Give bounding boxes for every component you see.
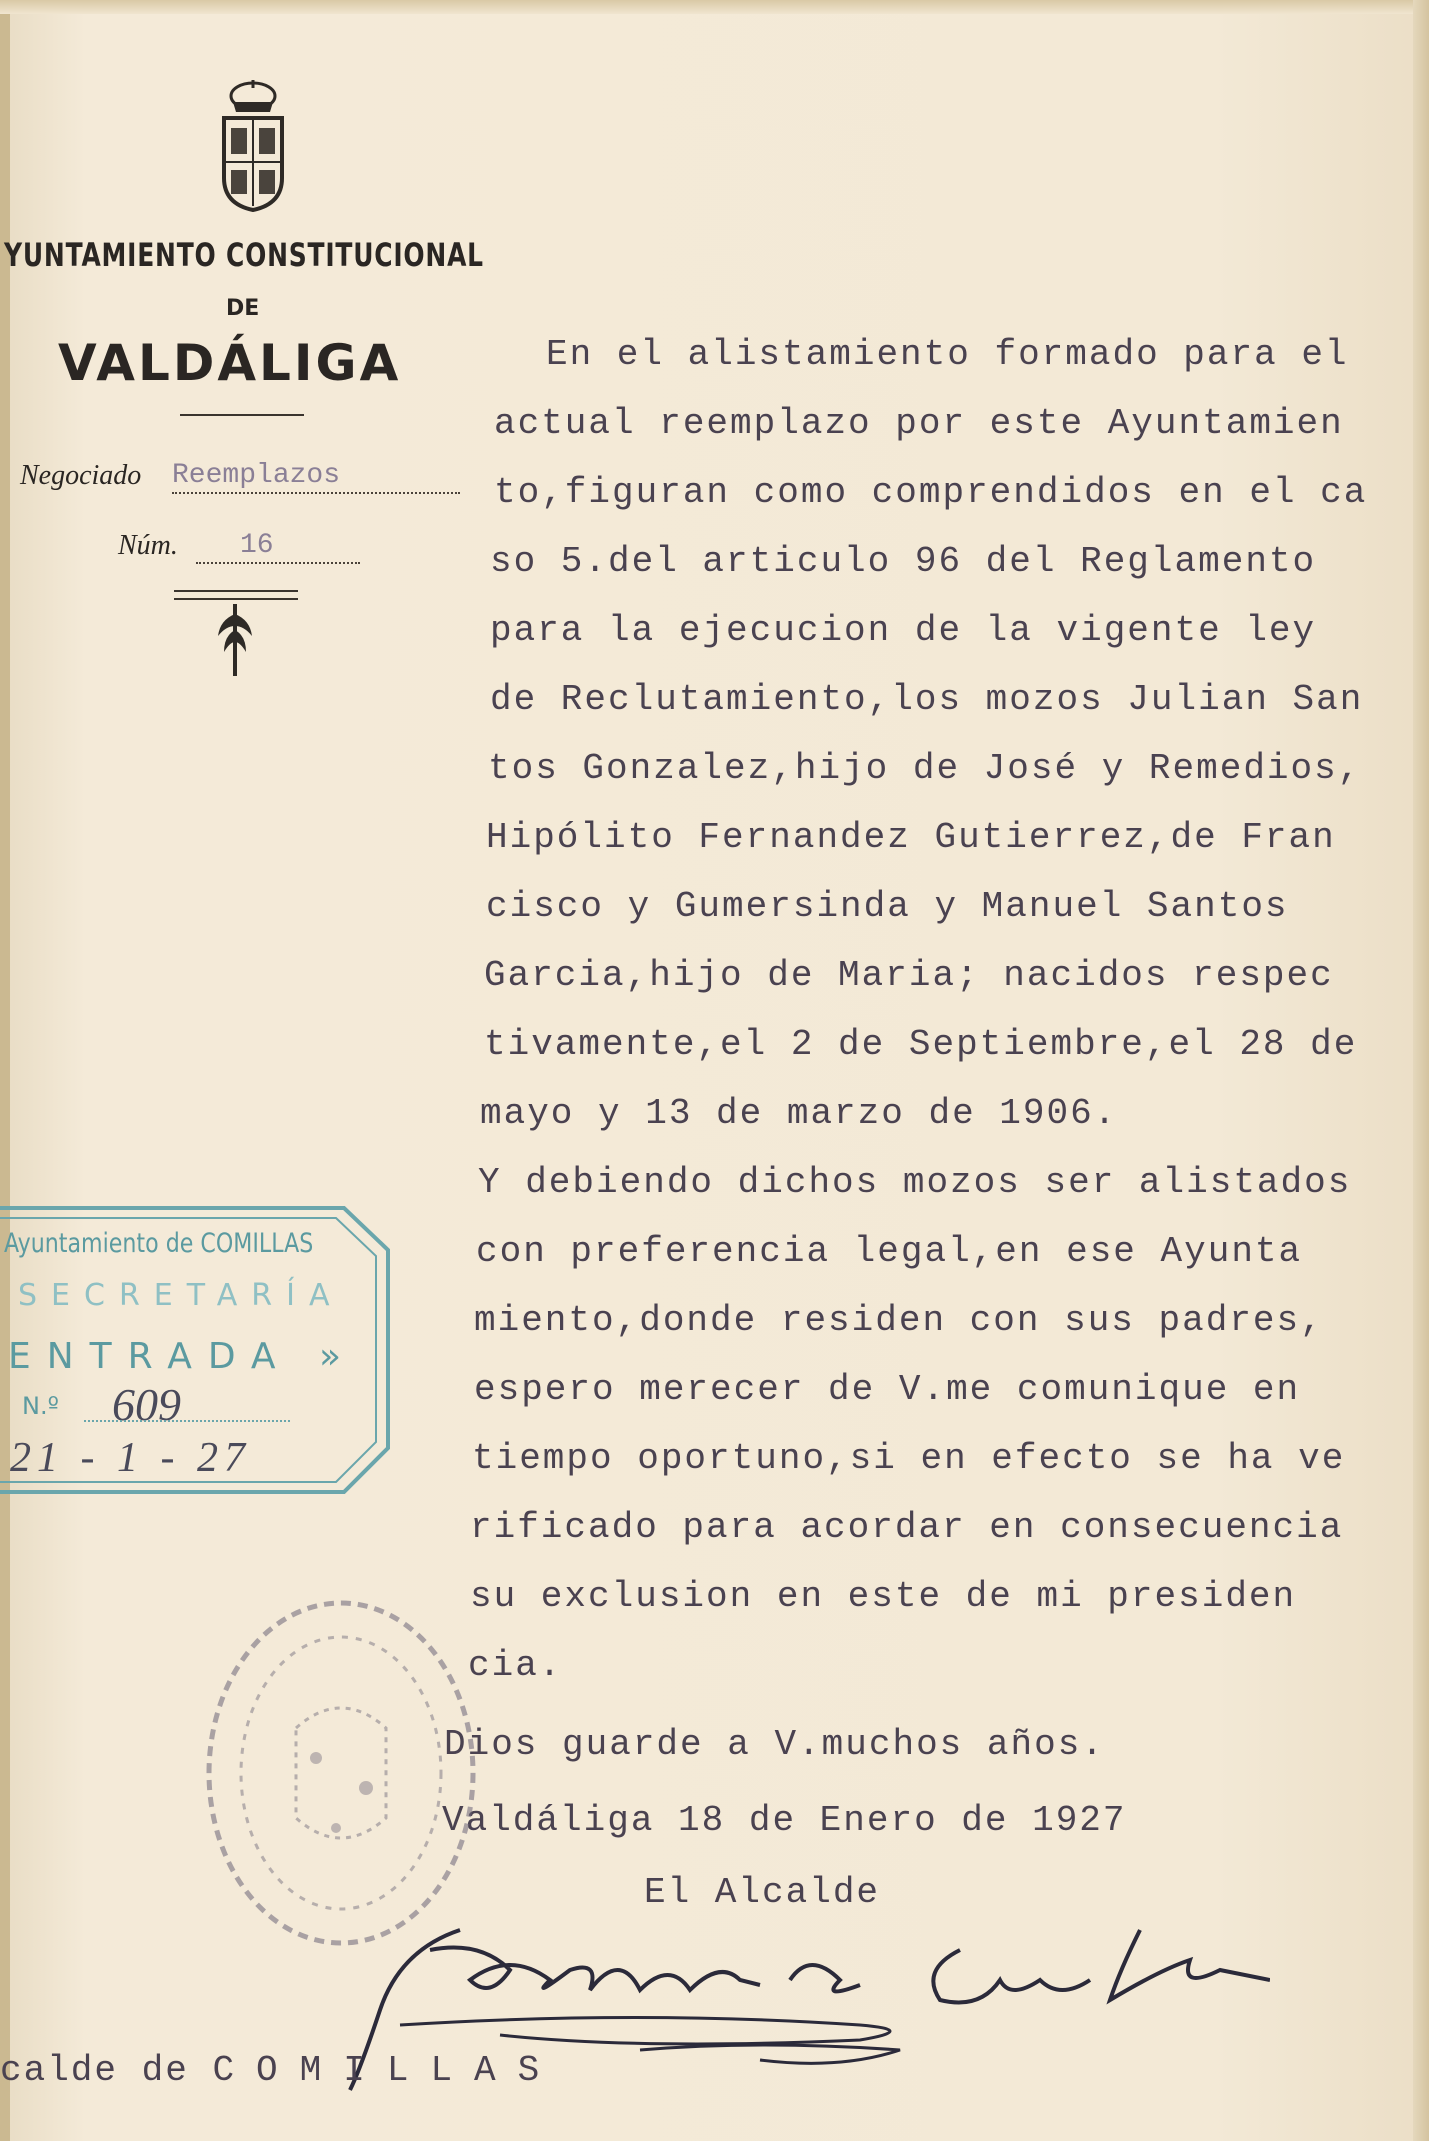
body-line-17: tiempo oportuno,si en efecto se ha ve [472,1438,1346,1479]
addressee-line [0,2050,561,2091]
negociado-label: Negociado [20,460,142,491]
num-dotted-line [196,562,360,564]
body-line-11: tivamente,el 2 de Septiembre,el 28 de [484,1024,1358,1065]
addressee-place: COMILLAS [212,2050,562,2091]
closing-line: Dios guarde a V.muchos años. [444,1724,1105,1765]
body-line-1: En el alistamiento formado para el [546,334,1349,375]
addressee-prefix: calde de [0,2050,189,2091]
institution-de: DE [226,296,260,321]
stamp-number-dots [84,1420,290,1422]
body-line-10: Garcia,hijo de Maria; nacidos respec [484,955,1334,996]
body-line-6: de Reclutamiento,los mozos Julian San [490,679,1364,720]
body-line-15: miento,donde residen con sus padres, [474,1300,1324,1341]
body-line-19: su exclusion en este de mi presiden [470,1576,1297,1617]
body-line-3: to,figuran como comprendidos en el ca [494,472,1368,513]
num-label: Núm. [118,530,178,561]
num-value: 16 [240,530,274,561]
negociado-dotted-line [172,492,460,494]
institution-heading: YUNTAMIENTO CONSTITUCIONAL [4,236,484,274]
coat-of-arms-icon [218,78,288,212]
ornament-icon [212,600,258,678]
paper-left-edge [0,0,10,2141]
stamp-line-2: SECRETARÍA [18,1278,344,1313]
body-line-8: Hipólito Fernandez Gutierrez,de Fran [486,817,1336,858]
paper-top-edge [0,0,1429,14]
header-double-rule [174,590,298,600]
body-line-16: espero merecer de V.me comunique en [474,1369,1301,1410]
place-date-line: Valdáliga 18 de Enero de 1927 [442,1800,1127,1841]
body-line-14: con preferencia legal,en ese Ayunta [476,1231,1303,1272]
stamp-number-value: 609 [112,1379,181,1430]
signatory-title: El Alcalde [644,1872,881,1913]
body-line-18: rificado para acordar en consecuencia [470,1507,1344,1548]
body-line-7: tos Gonzalez,hijo de José y Remedios, [488,748,1362,789]
stamp-number-label: N.º [22,1392,59,1420]
stamp-line-3: ENTRADA » [8,1336,358,1377]
paper-right-edge [1413,0,1429,2141]
municipal-seal [196,1588,486,1958]
negociado-value: Reemplazos [172,460,341,491]
body-line-4: so 5.del articulo 96 del Reglamento [490,541,1317,582]
stamp-date: 21 - 1 - 27 [10,1435,251,1481]
town-heading: VALDÁLIGA [58,334,402,392]
body-line-20: cia. [468,1645,563,1686]
body-line-13: Y debiendo dichos mozos ser alistados [478,1162,1352,1203]
body-line-2: actual reemplazo por este Ayuntamien [494,403,1344,444]
body-line-5: para la ejecucion de la vigente ley [490,610,1317,651]
body-line-12: mayo y 13 de marzo de 1906. [480,1093,1118,1134]
stamp-line-1: Ayuntamiento de COMILLAS [4,1228,314,1259]
body-line-9: cisco y Gumersinda y Manuel Santos [486,886,1289,927]
header-rule [180,414,304,416]
